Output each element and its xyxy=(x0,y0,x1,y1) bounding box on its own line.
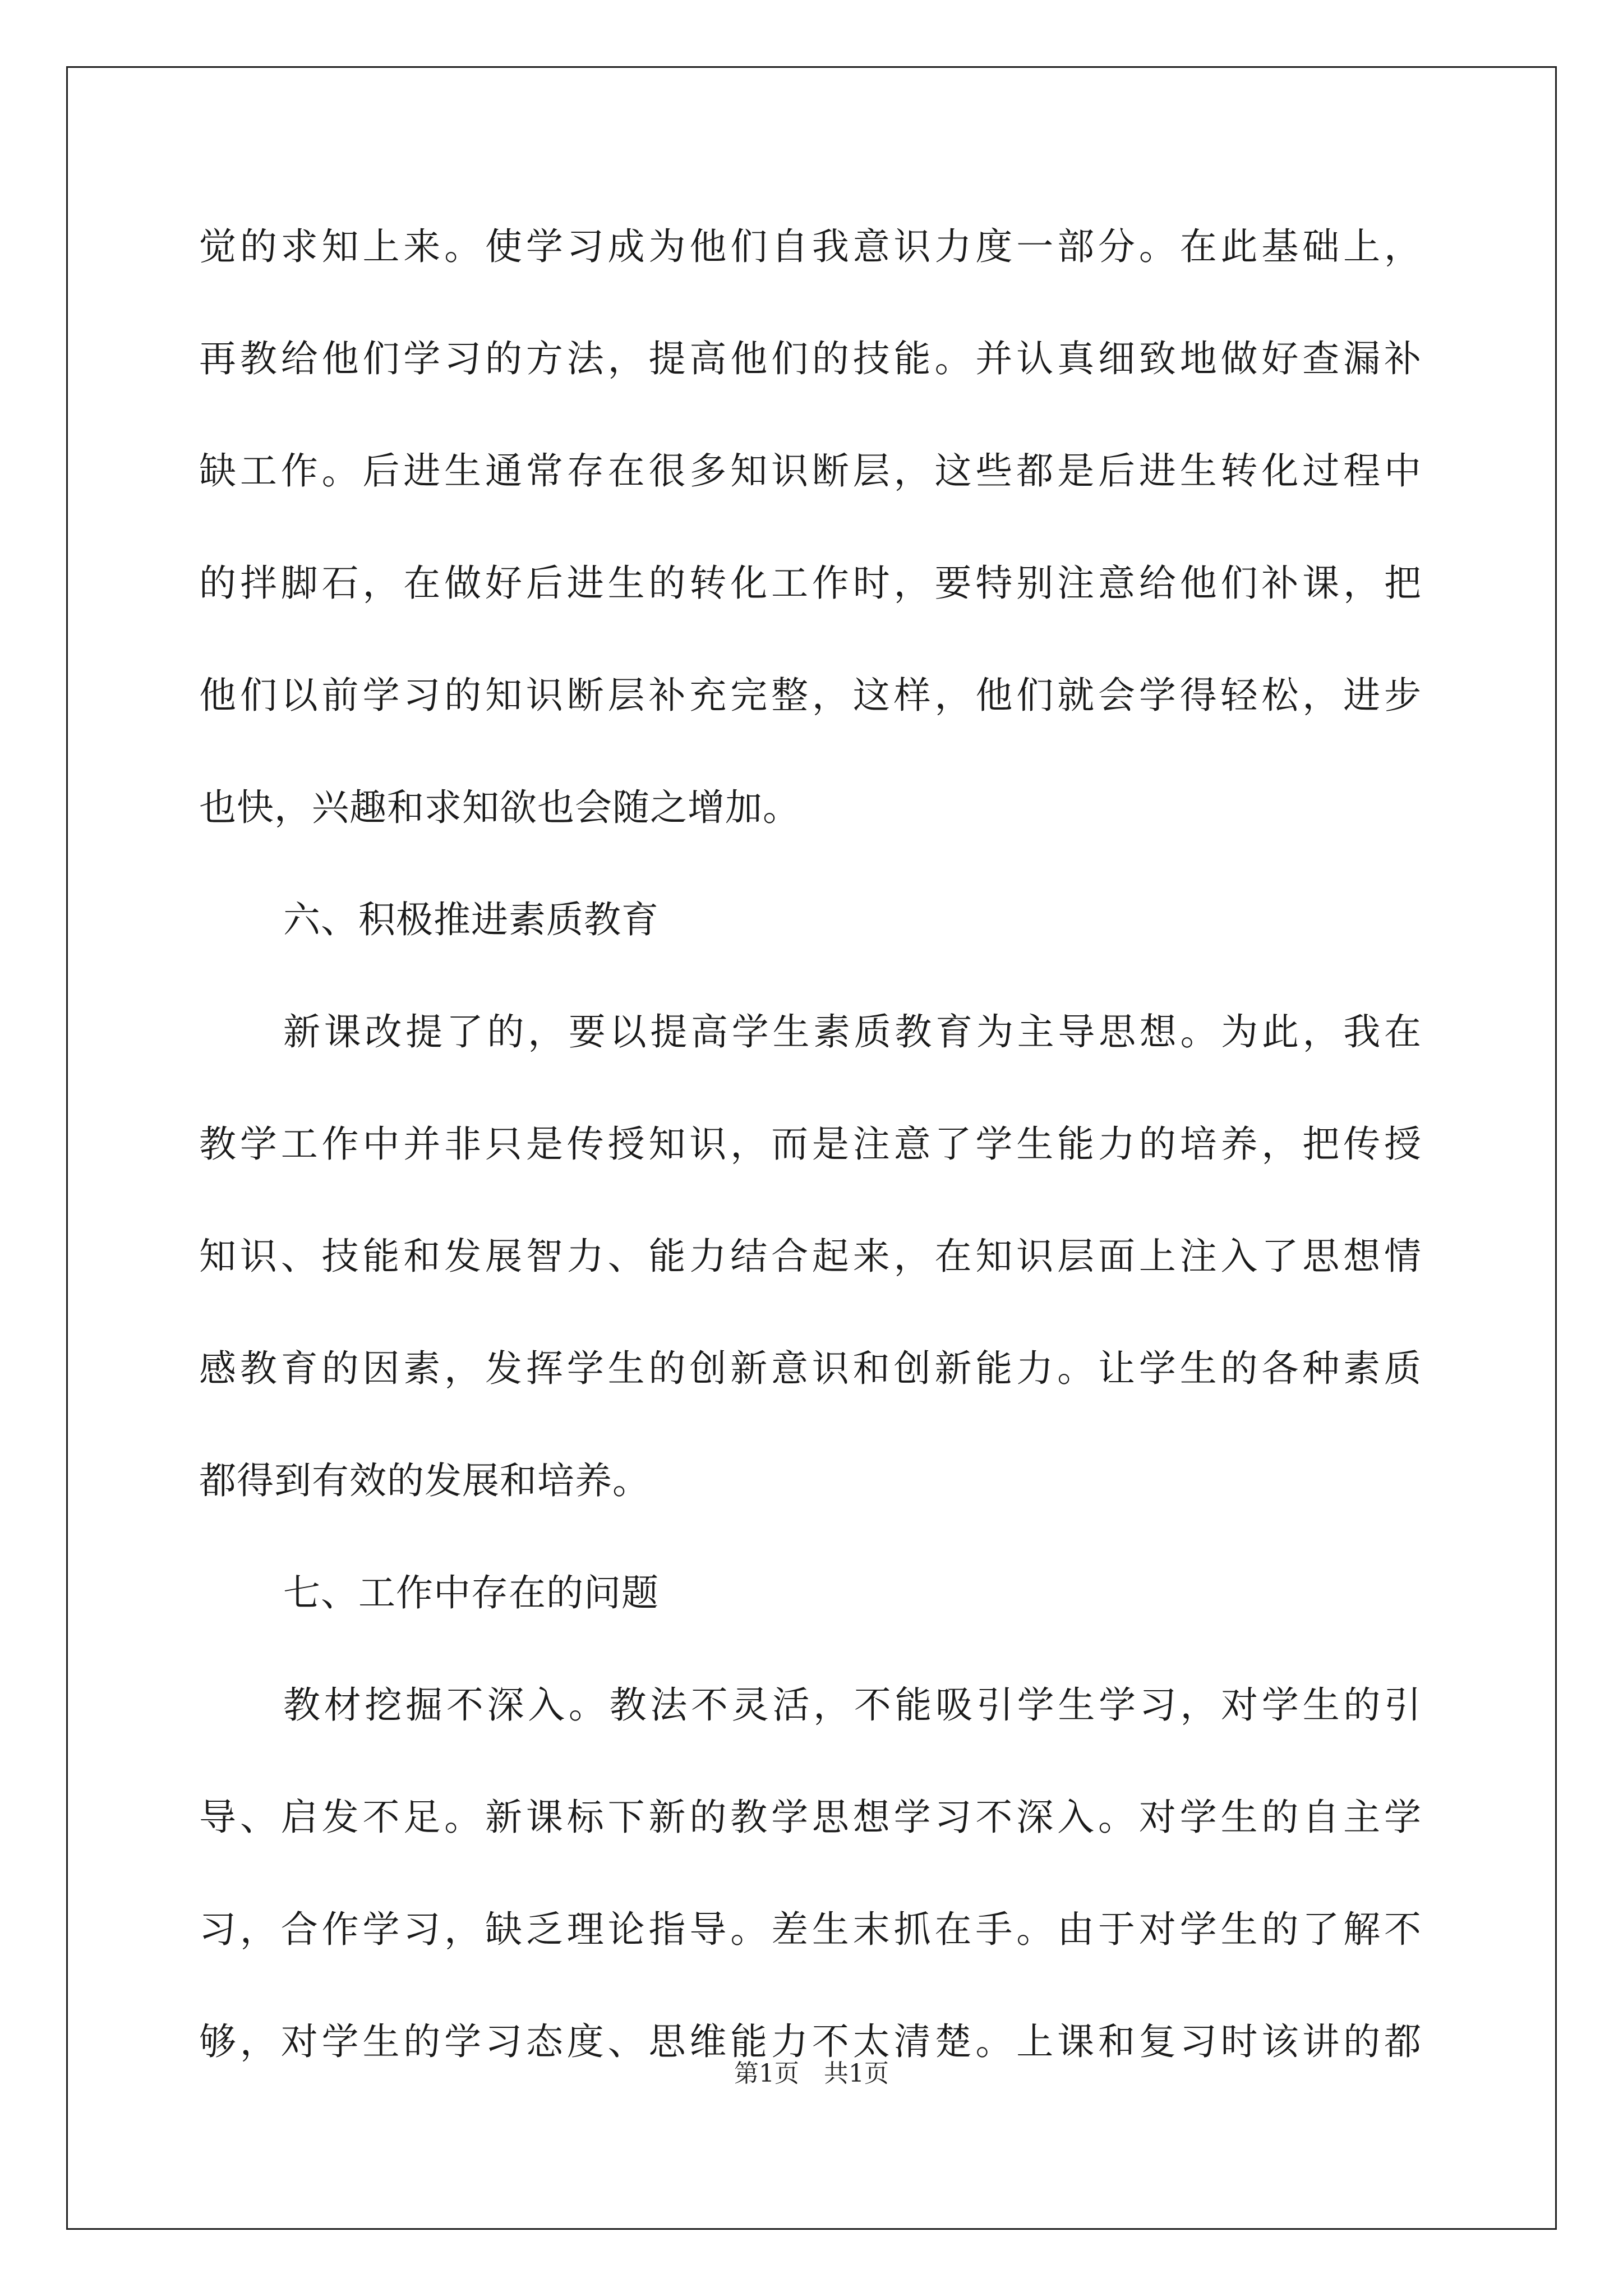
paragraph-line: 他们以前学习的知识断层补充完整，这样，他们就会学得轻松，进步 xyxy=(199,674,1422,717)
paragraph-line: 的拌脚石，在做好后进生的转化工作时，要特别注意给他们补课，把 xyxy=(199,562,1422,605)
paragraph-line: 教材挖掘不深入。教法不灵活，不能吸引学生学习，对学生的引 xyxy=(283,1683,1422,1727)
paragraph-line: 够，对学生的学习态度、思维能力不太清楚。上课和复习时该讲的都 xyxy=(199,2020,1422,2063)
paragraph-line: 知识、技能和发展智力、能力结合起来，在知识层面上注入了思想情 xyxy=(199,1235,1422,1278)
paragraph-line: 新课改提了的，要以提高学生素质教育为主导思想。为此，我在 xyxy=(283,1010,1422,1053)
paragraph-line: 缺工作。后进生通常存在很多知识断层，这些都是后进生转化过程中 xyxy=(199,449,1422,493)
paragraph-line: 也快，兴趣和求知欲也会随之增加。 xyxy=(199,786,800,829)
paragraph-line: 教学工作中并非只是传授知识，而是注意了学生能力的培养，把传授 xyxy=(199,1122,1422,1166)
section-heading: 六、积极推进素质教育 xyxy=(283,898,659,941)
page-number-footer: 第1页 共1页 xyxy=(734,2059,889,2088)
paragraph-line: 导、启发不足。新课标下新的教学思想学习不深入。对学生的自主学 xyxy=(199,1796,1422,1839)
paragraph-line: 再教给他们学习的方法，提高他们的技能。并认真细致地做好查漏补 xyxy=(199,337,1422,380)
document-body xyxy=(199,191,1422,2098)
paragraph-line: 感教育的因素，发挥学生的创新意识和创新能力。让学生的各种素质 xyxy=(199,1347,1422,1390)
paragraph-line: 觉的求知上来。使学习成为他们自我意识力度一部分。在此基础上， xyxy=(199,225,1422,268)
section-heading: 七、工作中存在的问题 xyxy=(283,1571,659,1614)
paragraph-line: 都得到有效的发展和培养。 xyxy=(199,1459,650,1502)
paragraph-line: 习，合作学习，缺乏理论指导。差生末抓在手。由于对学生的了解不 xyxy=(199,1908,1422,1951)
